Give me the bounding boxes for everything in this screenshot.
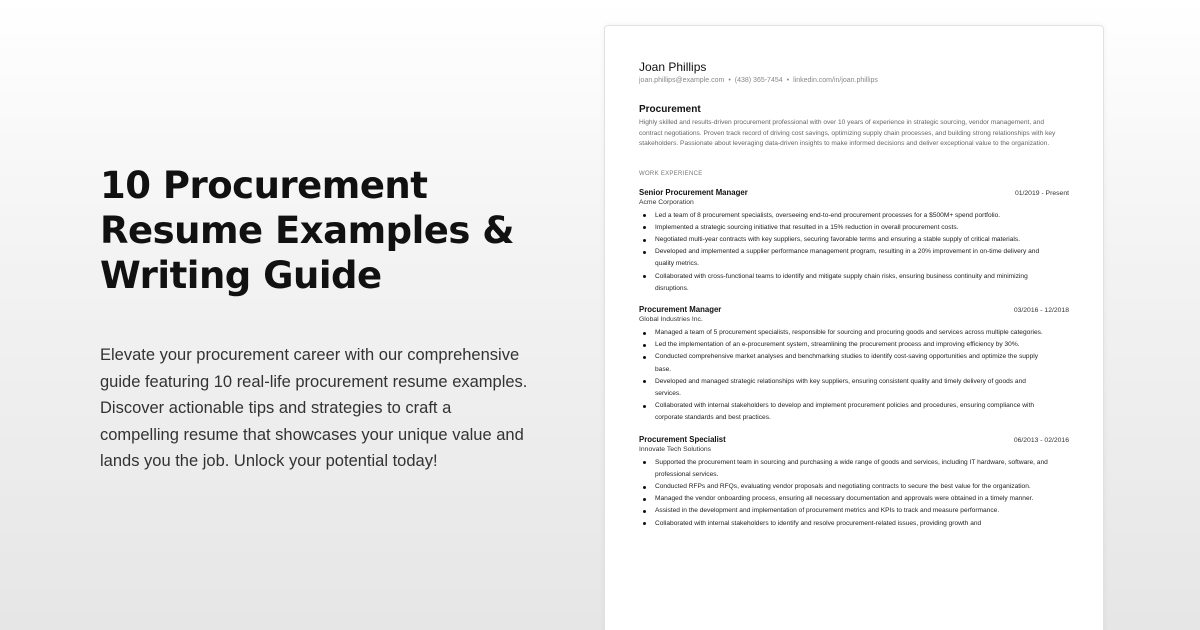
job-entry: [639, 188, 1069, 295]
job-bullet: Conducted RFPs and RFQs, evaluating vendor proposals and negotiating contracts to secure the best value for the organization.: [639, 481, 1051, 493]
section-heading-work-experience: WORK EXPERIENCE: [639, 170, 703, 177]
job-company: Innovate Tech Solutions: [639, 445, 712, 453]
resume-name: Joan Phillips: [639, 60, 707, 74]
job-bullet: Negotiated multi-year contracts with key suppliers, securing favorable terms and ensuring a stable supply of critical materials.: [639, 234, 1051, 246]
job-bullet: Led the implementation of an e-procurement system, streamlining the procurement process and improving efficiency by 30%.: [639, 339, 1051, 351]
job-dates: 01/2019 - Present: [1014, 189, 1069, 197]
resume-email: joan.phillips@example.com: [639, 77, 725, 84]
job-bullet: Collaborated with cross-functional teams to identify and mitigate supply chain risks, ensuring business continuity and minimizing disruptions.: [639, 271, 1051, 295]
resume-contact: [639, 77, 1069, 84]
subtitle-line: lands you the job. Unlock your potential today!: [100, 452, 438, 470]
job-dates: 06/2013 - 02/2016: [1013, 436, 1069, 444]
job-bullets: [639, 457, 1069, 530]
job-bullets: [639, 210, 1069, 295]
contact-separator: •: [728, 77, 731, 84]
job-bullet: Collaborated with internal stakeholders to develop and implement procurement policies and procedures, ensuring compliance with corporate standards and best practices.: [639, 400, 1051, 424]
job-company: Global Industries Inc.: [639, 315, 703, 323]
job-bullet: Developed and implemented a supplier performance management program, resulting in a 20% improvement in on-time delivery and quality metrics.: [639, 246, 1051, 270]
job-bullet: Implemented a strategic sourcing initiative that resulted in a 15% reduction in overall procurement costs.: [639, 222, 1051, 234]
job-bullets: [639, 327, 1069, 425]
resume-linkedin: linkedin.com/in/joan.phillips: [793, 77, 878, 84]
job-bullet: Managed the vendor onboarding process, ensuring all necessary documentation and approvals were obtained in a timely manner.: [639, 493, 1051, 505]
resume-headline: Procurement: [639, 104, 701, 115]
resume-phone: (438) 365-7454: [734, 77, 783, 84]
resume-preview: [604, 25, 1104, 630]
job-entry: [639, 305, 1069, 425]
page-title-line: Writing Guide: [100, 254, 382, 297]
job-dates: 03/2016 - 12/2018: [1013, 306, 1069, 314]
subtitle-line: Discover actionable tips and strategies to craft a: [100, 399, 452, 417]
job-title: Procurement Specialist: [639, 434, 726, 444]
page-subtitle: [100, 342, 550, 475]
job-title: Senior Procurement Manager: [639, 187, 748, 197]
job-bullet: Supported the procurement team in sourcing and purchasing a wide range of goods and services, including IT hardware, software, and professional services.: [639, 457, 1051, 481]
job-bullet: Led a team of 8 procurement specialists, overseeing end-to-end procurement processes for a $500M+ spend portfolio.: [639, 210, 1051, 222]
page-title: [100, 163, 560, 298]
subtitle-line: guide featuring 10 real-life procurement resume examples.: [100, 372, 528, 391]
job-bullet: Collaborated with internal stakeholders to identify and resolve procurement-related issues, providing growth and: [639, 518, 1051, 530]
job-bullet: Assisted in the development and implementation of procurement metrics and KPIs to track and measure performance.: [639, 505, 1051, 517]
hero-section: [100, 163, 560, 475]
job-entry: [639, 435, 1069, 530]
subtitle-line: Elevate your procurement career with our comprehensive: [100, 346, 520, 364]
job-bullet: Developed and managed strategic relationships with key suppliers, ensuring consistent quality and timely delivery of goods and services.: [639, 376, 1051, 400]
resume-summary: Highly skilled and results-driven procurement professional with over 10 years of experience in strategic sourcing, vendor management, and contract negotiations. Proven track record of driving cost savings, optimizing supply chain processes, and building strong relationships with key stakeholders. Passionate about leveraging data-driven insights to make informed decisions and deliver exceptional value to the organization.: [639, 119, 1056, 147]
contact-separator: •: [786, 77, 790, 84]
job-bullet: Conducted comprehensive market analyses and benchmarking studies to identify cost-saving opportunities and optimize the supply base.: [639, 351, 1051, 375]
job-title: Procurement Manager: [639, 304, 722, 314]
subtitle-line: compelling resume that showcases your unique value and: [100, 425, 524, 444]
job-bullet: Managed a team of 5 procurement specialists, responsible for sourcing and procuring goods and services across multiple categories.: [639, 327, 1051, 339]
page-title-line: Resume Examples &: [100, 209, 515, 252]
job-company: Acme Corporation: [639, 198, 694, 206]
page-title-line: 10 Procurement: [100, 164, 428, 207]
